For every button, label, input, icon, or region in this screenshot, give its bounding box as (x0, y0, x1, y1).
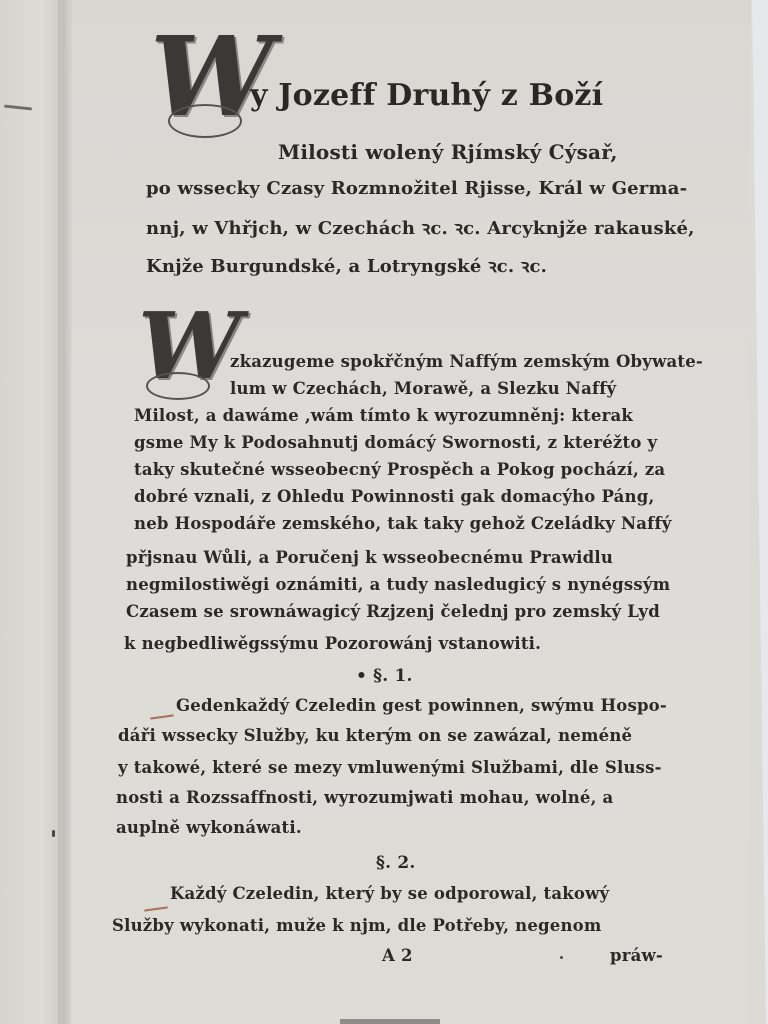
preamble-line: gsme My k Podosahnutj domácý Swornosti, z kteréžto y (134, 433, 658, 452)
preamble-line: taky skutečné wsseobecný Prospěch a Pokog pochází, za (134, 460, 666, 479)
section-2-line: Každý Czeledin, který by se odporowal, takowý (170, 884, 610, 903)
signature-mark: A 2 (382, 946, 413, 965)
preamble-line: lum w Czechách, Morawě, a Slezku Naffý (230, 379, 617, 398)
facing-page (0, 0, 60, 1024)
section-1-line: dáři wssecky Služby, ku kterým on se zawázal, neméně (118, 726, 633, 745)
heading-line-4: nnj, w Vhřjch, w Czechách ꝛc. ꝛc. Arcyknjže rakauské, (146, 218, 695, 239)
initial-flourish-ornament (146, 372, 210, 400)
decorative-initial-preamble: W (138, 292, 242, 400)
section-1-line: Gedenkaždý Czeledin gest powinnen, swýmu Hospo- (176, 696, 667, 715)
section-1-line: y takowé, které se mezy vmluwenými Službami, dle Sluss- (118, 758, 662, 777)
preamble-line: dobré vznali, z Ohledu Powinnosti gak domacýho Páng, (134, 487, 655, 506)
bottom-edge-strip (340, 1019, 440, 1024)
stray-dot (560, 956, 563, 959)
preamble-line: negmilostiwěgi oznámiti, a tudy nasledugicý s nynégssým (126, 575, 671, 594)
heading-line-1: y Jozeff Druhý z Boží (250, 78, 604, 113)
preamble-line: Czasem se srownáwagicý Rzjzenj čelednj pro zemský Lyd (126, 602, 660, 621)
heading-line-2: Milosti wolený Rjímský Cýsař, (278, 140, 618, 164)
decorative-initial-heading: W (150, 12, 274, 141)
preamble-line: k negbedliwěgssýmu Pozorowánj vstanowiti. (124, 634, 542, 653)
preamble-line: Milost, a dawáme ,wám tímto k wyrozumněnj: kterak (134, 406, 633, 425)
preamble-line: neb Hospodáře zemského, tak taky gehož Czeládky Naffý (134, 514, 672, 533)
section-1-mark: • §. 1. (356, 666, 413, 686)
stray-ink-mark (52, 830, 55, 837)
heading-line-3: po wssecky Czasy Rozmnožitel Rjisse, Král w Germa- (146, 178, 688, 199)
section-1-line: nosti a Rozssaffnosti, wyrozumjwati mohau, wolné, a (116, 788, 614, 807)
preamble-line: přjsnau Wůli, a Poručenj k wsseobecnému Prawidlu (126, 548, 614, 567)
section-2-mark: §. 2. (376, 853, 416, 873)
catchword: práw- (610, 946, 663, 965)
section-2-line: Služby wykonati, muže k njm, dle Potřeby, negenom (112, 916, 602, 935)
heading-line-5: Knjže Burgundské, a Lotryngské ꝛc. ꝛc. (146, 256, 548, 277)
book-fold-shadow (58, 0, 72, 1024)
preamble-line: zkazugeme spokřčným Naffým zemským Obywate- (230, 352, 703, 371)
initial-flourish-ornament (168, 104, 242, 138)
section-1-line: auplně wykonáwati. (116, 818, 302, 837)
